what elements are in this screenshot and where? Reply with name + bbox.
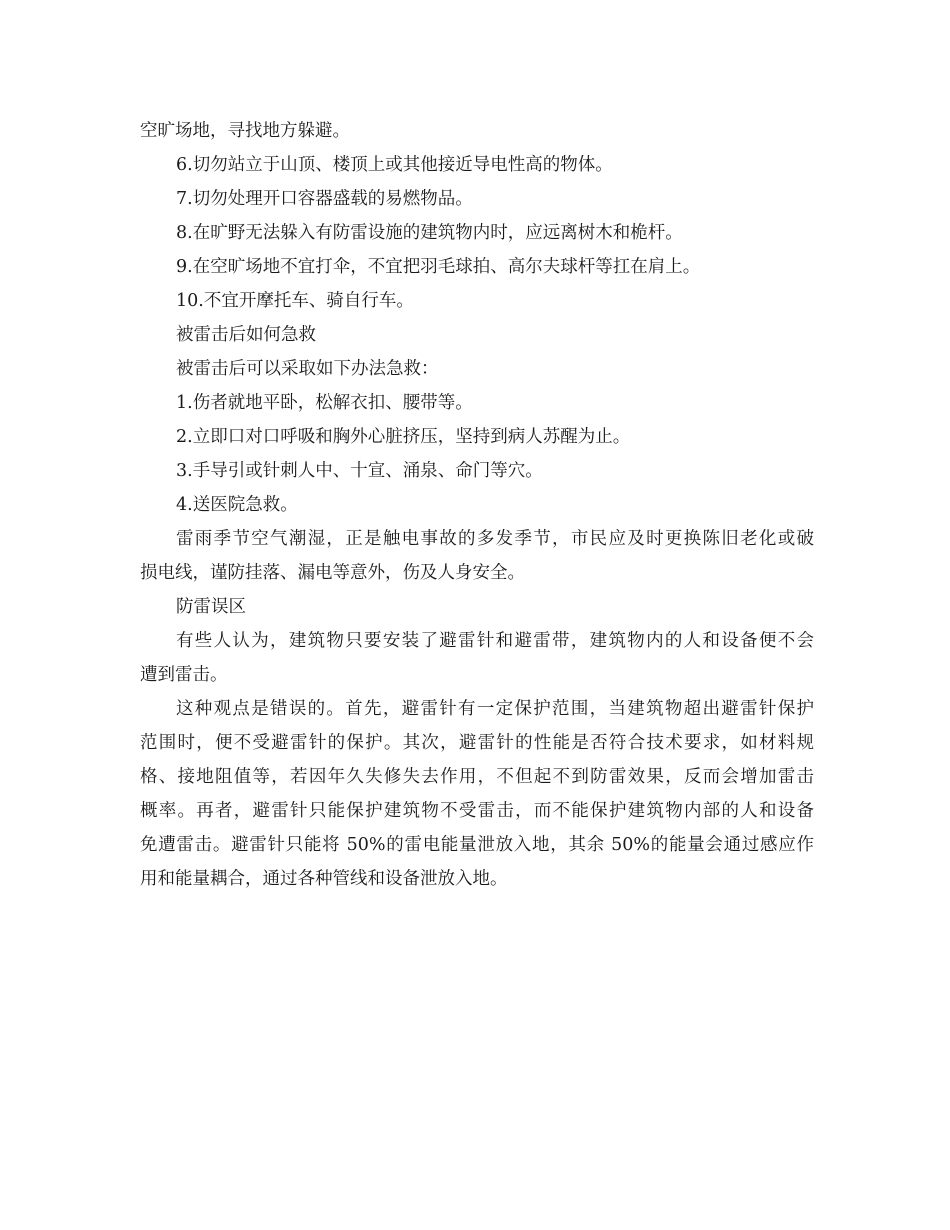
paragraph-belief-line-2: 遭到雷击。 [140,665,228,685]
first-aid-item-3: 3.手导引或针刺人中、十宣、涌泉、命门等穴。 [176,461,543,481]
list-item-6: 6.切勿站立于山顶、楼顶上或其他接近导电性高的物体。 [176,155,613,175]
paragraph-rebuttal-line-2: 范围时，便不受避雷针的保护。其次，避雷针的性能是否符合技术要求，如材料规 [140,733,814,753]
paragraph-season-line-2: 损电线，谨防挂落、漏电等意外，伤及人身安全。 [140,563,525,583]
first-aid-intro: 被雷击后可以采取如下办法急救： [176,359,439,379]
paragraph-rebuttal-line-1: 这种观点是错误的。首先，避雷针有一定保护范围，当建筑物超出避雷针保护 [176,699,814,719]
first-aid-item-4: 4.送医院急救。 [176,495,298,515]
section-heading-first-aid: 被雷击后如何急救 [176,325,316,345]
list-item-7: 7.切勿处理开口容器盛载的易燃物品。 [176,189,473,209]
first-aid-item-1: 1.伤者就地平卧，松解衣扣、腰带等。 [176,393,473,413]
paragraph-rebuttal-line-6: 用和能量耦合，通过各种管线和设备泄放入地。 [140,869,508,889]
paragraph-season-line-1: 雷雨季节空气潮湿，正是触电事故的多发季节，市民应及时更换陈旧老化或破 [176,529,814,549]
first-aid-item-2: 2.立即口对口呼吸和胸外心脏挤压，坚持到病人苏醒为止。 [176,427,631,447]
paragraph-rebuttal-line-3: 格、接地阻值等，若因年久失修失去作用，不但起不到防雷效果，反而会增加雷击 [140,767,814,787]
text-line-1: 空旷场地，寻找地方躲避。 [140,121,350,141]
section-heading-misconceptions: 防雷误区 [176,597,246,617]
paragraph-belief-line-1: 有些人认为，建筑物只要安装了避雷针和避雷带，建筑物内的人和设备便不会 [176,631,814,651]
list-item-10: 10.不宜开摩托车、骑自行车。 [176,291,414,311]
list-item-9: 9.在空旷场地不宜打伞，不宜把羽毛球拍、高尔夫球杆等扛在肩上。 [176,257,701,277]
list-item-8: 8.在旷野无法躲入有防雷设施的建筑物内时，应远离树木和桅杆。 [176,223,683,243]
paragraph-rebuttal-line-4: 概率。再者，避雷针只能保护建筑物不受雷击，而不能保护建筑物内部的人和设备 [140,801,814,821]
paragraph-rebuttal-line-5: 免遭雷击。避雷针只能将 50%的雷电能量泄放入地，其余 50%的能量会通过感应作 [140,835,814,855]
document-body [140,114,814,896]
